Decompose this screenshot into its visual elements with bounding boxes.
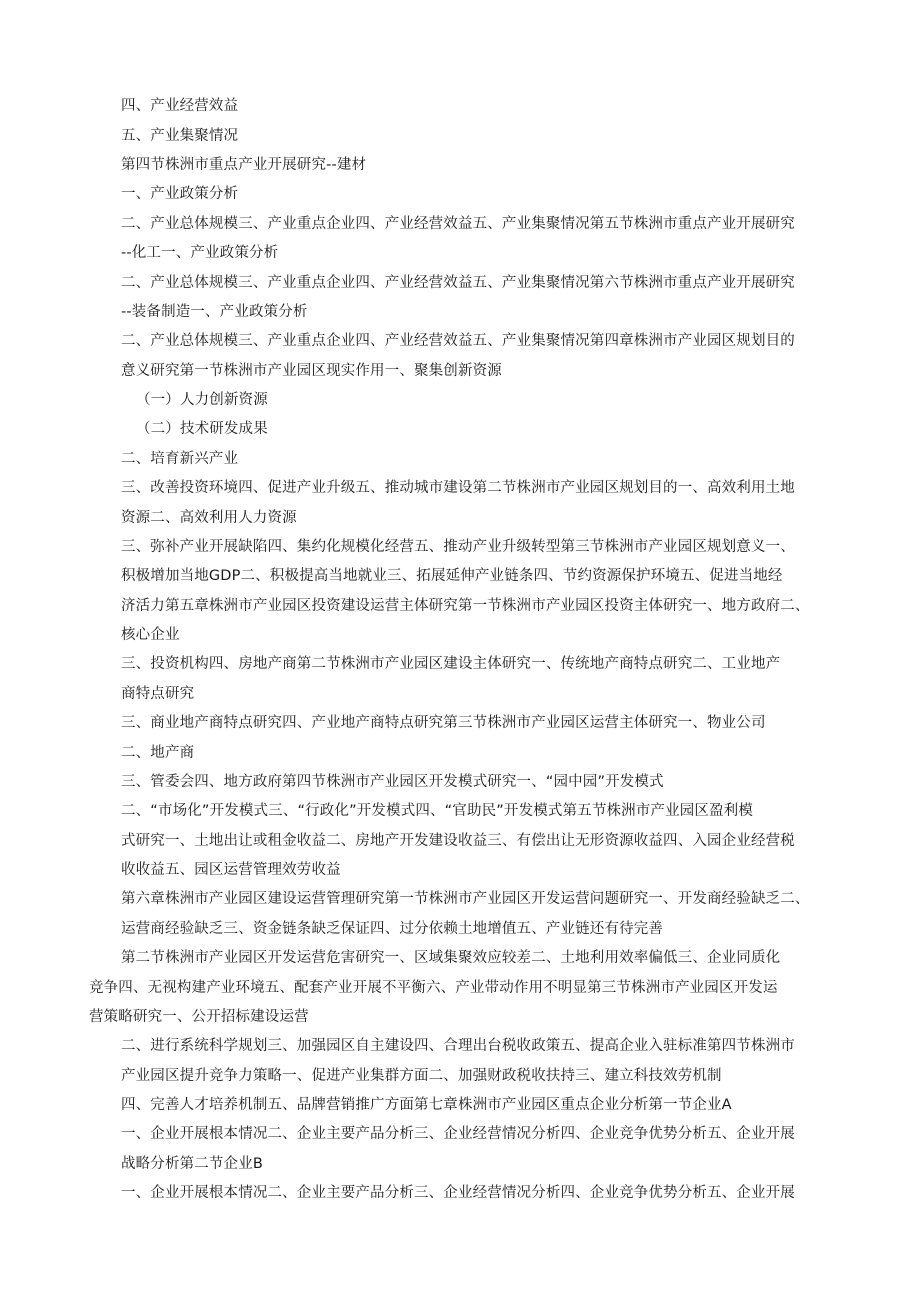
text-line: 资源二、高效利用人力资源	[121, 510, 297, 526]
text-line: 二、产业总体规模三、产业重点企业四、产业经营效益五、产业集聚情况第五节株洲市重点产业开展研究	[121, 216, 795, 232]
text-line: 三、投资机构四、房地产商第二节株洲市产业园区建设主体研究一、传统地产商特点研究二、工业地产	[121, 656, 781, 672]
text-line: 二、“市场化”开发模式三、“行政化”开发模式四、“官助民”开发模式第五节株洲市产业园区盈利模	[121, 803, 753, 819]
text-line: 二、进行系统科学规划三、加强园区自主建设四、合理出台税收政策五、提高企业入驻标准第四节株洲市	[121, 1038, 795, 1054]
text-line: 二、产业总体规模三、产业重点企业四、产业经营效益五、产业集聚情况第六节株洲市重点产业开展研究	[121, 275, 795, 291]
text-line: 一、企业开展根本情况二、企业主要产品分析三、企业经营情况分析四、企业竞争优势分析五、企业开展	[121, 1185, 795, 1201]
text-line: 四、完善人才培养机制五、品牌营销推广方面第七章株洲市产业园区重点企业分析第一节企业A	[121, 1097, 732, 1113]
text-line: 三、管委会四、地方政府第四节株洲市产业园区开发模式研究一、“园中园”开发模式	[121, 774, 664, 790]
text-line: --化工一、产业政策分析	[121, 245, 279, 261]
text-line: 意义研究第一节株洲市产业园区现实作用一、聚集创新资源	[121, 363, 502, 379]
text-line: 核心企业	[121, 627, 180, 643]
text-line: --装备制造一、产业政策分析	[121, 304, 308, 320]
text-line: 竞争四、无视构建产业环境五、配套产业开展不平衡六、产业带动作用不明显第三节株洲市产业园区开发运	[89, 980, 778, 996]
text-line: 三、商业地产商特点研究四、产业地产商特点研究第三节株洲市产业园区运营主体研究一、物业公司	[121, 715, 766, 731]
text-line: 三、弥补产业开展缺陷四、集约化规模化经营五、推动产业升级转型第三节株洲市产业园区规划意义一、	[121, 539, 795, 555]
text-line: 第二节株洲市产业园区开发运营危害研究一、区域集聚效应较差二、土地利用效率偏低三、企业同质化	[121, 950, 781, 966]
text-line: 四、产业经营效益	[121, 98, 239, 114]
text-line: 营策略研究一、公开招标建设运营	[89, 1009, 309, 1025]
text-line: 二、培育新兴产业	[121, 451, 239, 467]
text-line: 济活力第五章株洲市产业园区投资建设运营主体研究第一节株洲市产业园区投资主体研究一、地方政府二、	[121, 598, 810, 614]
text-line: 战略分析第二节企业B	[121, 1156, 263, 1172]
text-line: （一）人力创新资源	[136, 392, 268, 408]
text-line: （二）技术研发成果	[136, 421, 268, 437]
text-line: 二、地产商	[121, 745, 195, 761]
text-line: 积极增加当地GDP二、积极提高当地就业三、拓展延伸产业链条四、节约资源保护环境五、促进当地经	[121, 568, 783, 584]
text-line: 一、企业开展根本情况二、企业主要产品分析三、企业经营情况分析四、企业竞争优势分析五、企业开展	[121, 1126, 795, 1142]
text-line: 产业园区提升竞争力策略一、促进产业集群方面二、加强财政税收扶持三、建立科技效劳机制	[121, 1068, 722, 1084]
text-line: 三、改善投资环境四、促进产业升级五、推动城市建设第二节株洲市产业园区规划目的一、高效利用土地	[121, 480, 795, 496]
text-line: 收收益五、园区运营管理效劳收益	[121, 862, 341, 878]
text-line: 一、产业政策分析	[121, 186, 239, 202]
text-line: 商特点研究	[121, 686, 195, 702]
text-line: 第四节株洲市重点产业开展研究--建材	[121, 157, 367, 173]
text-line: 二、产业总体规模三、产业重点企业四、产业经营效益五、产业集聚情况第四章株洲市产业园区规划目的	[121, 333, 795, 349]
text-line: 运营商经验缺乏三、资金链条缺乏保证四、过分依赖土地增值五、产业链还有待完善	[121, 921, 664, 937]
text-line: 五、产业集聚情况	[121, 128, 239, 144]
text-line: 式研究一、土地出让或租金收益二、房地产开发建设收益三、有偿出让无形资源收益四、入园企业经营税	[121, 833, 795, 849]
text-line: 第六章株洲市产业园区建设运营管理研究第一节株洲市产业园区开发运营问题研究一、开发商经验缺乏二、	[121, 891, 810, 907]
